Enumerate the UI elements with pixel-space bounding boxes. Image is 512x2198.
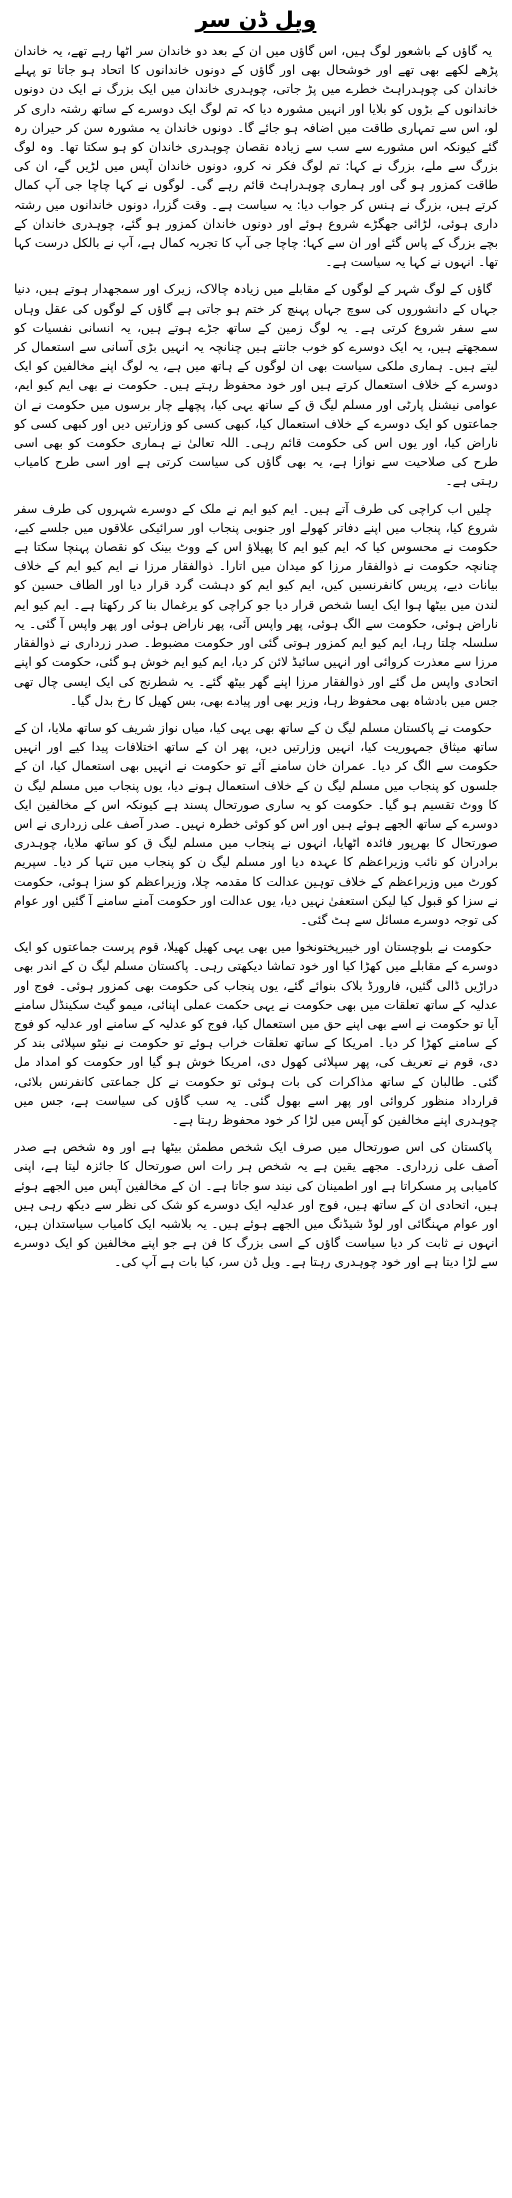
article-paragraph-1: یہ گاؤں کے باشعور لوگ ہیں، اس گاؤں میں ان کے بعد دو خاندان سر اٹھا رہے تھے، یہ خاندان پڑھے لکھے بھی تھے اور خوشحال بھی اور گاؤں کے دونوں خاندانوں کا اتحاد ہو جاتا تو پہلے خاندان کی چوہدراہٹ خطرے میں پڑ جاتی، چوہدری خاندان میں ایک بزرگ نے ایک دن دونوں خاندانوں کے بڑوں کو بلایا اور انہیں مشورہ دیا کہ تم لوگ ایک دوسرے کے ساتھ رشتہ داری کر لو، اس سے تمہاری طاقت میں اضافہ ہو جائے گا۔ دونوں خاندان یہ مشورہ سن کر حیران رہ گئے کیونکہ اس مشورے سے سب سے زیادہ نقصان چوہدری خاندان کو ہو سکتا تھا۔ وہ لوگ بزرگ سے ملے، بزرگ نے کہا: تم لوگ فکر نہ کرو، دونوں خاندان آپس میں لڑیں گے، ان کی طاقت کمزور ہو گی اور ہماری چوہدراہٹ قائم رہے گی۔ لوگوں نے کہا چاچا جی آپ کمال کرتے ہیں، بزرگ نے ہنس کر جواب دیا: یہ سیاست ہے۔ وقت گزرا، دونوں خاندانوں میں رشتہ داری ہوئی، لڑائی جھگڑے شروع ہوئے اور دونوں خاندان کمزور ہو گئے، چوہدری خاندان کے بچے بزرگ کے پاس گئے اور ان سے کہا: چاچا جی آپ کا تجربہ کمال ہے، آپ نے بالکل درست کہا تھا۔ انہوں نے کہا یہ سیاست ہے۔ bbox=[14, 44, 498, 270]
article-paragraph-6: پاکستان کی اس صورتحال میں صرف ایک شخص مطمئن بیٹھا ہے اور وہ شخص ہے صدر آصف علی زرداری۔ مجھے یقین ہے یہ شخص ہر رات اس صورتحال کا جائزہ لیتا ہے، اپنی کامیابی پر مسکراتا ہے اور اطمینان کی نیند سو جاتا ہے۔ ان کے مخالفین آپس میں الجھے ہوئے ہیں، اتحادی ان کے ساتھ ہیں، فوج اور عدلیہ ایک دوسرے کو شک کی نظر سے دیکھ رہی ہیں اور عوام مہنگائی اور لوڈ شیڈنگ میں الجھے ہوئے ہیں۔ یہ بلاشبہ ایک کامیاب سیاستدان ہیں، انہوں نے ثابت کر دیا سیاست گاؤں کے اسی بزرگ کا فن ہے جو اپنے مخالفین کو ایک دوسرے سے لڑا دیتا ہے اور خود چوہدری رہتا ہے۔ ویل ڈن سر، کیا بات ہے آپ کی۔ bbox=[14, 1140, 498, 1270]
article-column bbox=[14, 6, 498, 2192]
article-paragraph-2: گاؤں کے لوگ شہر کے لوگوں کے مقابلے میں زیادہ چالاک، زیرک اور سمجھدار ہوتے ہیں، دنیا جہاں کے دانشوروں کی سوچ جہاں پہنچ کر ختم ہو جاتی ہے گاؤں کے لوگوں کی عقل وہاں سے سفر شروع کرتی ہے۔ یہ لوگ زمین کے ساتھ جڑے ہوتے ہیں، یہ انسانی نفسیات کو سمجھتے ہیں، یہ ایک دوسرے کو خوب جانتے ہیں چنانچہ یہ انہیں بڑی آسانی سے استعمال کر لیتے ہیں۔ ہماری ملکی سیاست بھی ان لوگوں کے ہاتھ میں ہے، یہ لوگ اپنے مخالفین کو ایک دوسرے کے خلاف استعمال کرتے ہیں اور خود محفوظ رہتے ہیں۔ حکومت نے بھی ایم کیو ایم، عوامی نیشنل پارٹی اور مسلم لیگ ق کے ساتھ یہی کیا، پچھلے چار برسوں میں حکومت نے ان جماعتوں کو ایک دوسرے کے خلاف استعمال کیا، کبھی کسی کو وزارتیں دیں اور کبھی کسی کو ناراض کیا، اور یوں اس کی حکومت قائم رہی۔ اللہ تعالیٰ نے ہماری حکومت کو بھی اسی طرح کی صلاحیت سے نوازا ہے، یہ بھی گاؤں کی سیاست کرتی ہے اور اسی طرح کامیاب رہتی ہے۔ bbox=[14, 282, 498, 489]
article-paragraph-5: حکومت نے بلوچستان اور خیبرپختونخوا میں بھی یہی کھیل کھیلا، قوم پرست جماعتوں کو ایک دوسرے کے مقابلے میں کھڑا کیا اور خود تماشا دیکھتی رہی۔ پاکستان مسلم لیگ ن کے اندر بھی دراڑیں ڈالی گئیں، فارورڈ بلاک بنوائے گئے، یوں پنجاب کی حکومت بھی کمزور ہوئی۔ فوج اور عدلیہ کے ساتھ تعلقات میں بھی حکومت نے یہی حکمت عملی اپنائی، میمو گیٹ سکینڈل سامنے آیا تو حکومت نے اسے بھی اپنے حق میں استعمال کیا، فوج کو عدلیہ کے سامنے اور عدلیہ کو فوج کے سامنے کھڑا کر دیا۔ امریکا کے ساتھ تعلقات خراب ہوئے تو حکومت نے نیٹو سپلائی بند کر دی، قوم نے تعریف کی، پھر سپلائی کھول دی، امریکا خوش ہو گیا اور حکومت کو امداد مل گئی۔ طالبان کے ساتھ مذاکرات کی بات ہوئی تو حکومت نے کل جماعتی کانفرنس بلائی، قرارداد منظور کروائی اور پھر اسے بھول گئی۔ یہ سب گاؤں کی سیاست ہے، جس میں چوہدری اپنے مخالفین کو آپس میں لڑا کر خود محفوظ رہتا ہے۔ bbox=[14, 940, 498, 1127]
article-paragraph-3: چلیں اب کراچی کی طرف آتے ہیں۔ ایم کیو ایم نے ملک کے دوسرے شہروں کی طرف سفر شروع کیا، پنجاب میں اپنے دفاتر کھولے اور جنوبی پنجاب اور سرائیکی علاقوں میں جلسے کیے، حکومت نے محسوس کیا کہ ایم کیو ایم کا پھیلاؤ اس کے ووٹ بینک کو نقصان پہنچا سکتا ہے چنانچہ حکومت نے ذوالفقار مرزا کو میدان میں اتارا۔ ذوالفقار مرزا نے ایم کیو ایم کے خلاف بیانات دیے، پریس کانفرنسیں کیں، ایم کیو ایم کو دہشت گرد قرار دیا اور الطاف حسین کو لندن میں بیٹھا ہوا ایک ایسا شخص قرار دیا جو کراچی کو یرغمال بنا کر رکھتا ہے۔ ایم کیو ایم ناراض ہوئی، حکومت سے الگ ہوئی، پھر واپس آئی، پھر ناراض ہوئی اور پھر واپس آ گئی۔ یہ سلسلہ چلتا رہا، ایم کیو ایم کمزور ہوتی گئی اور حکومت مضبوط۔ صدر زرداری نے ذوالفقار مرزا سے معذرت کروائی اور انہیں سائیڈ لائن کر دیا، ایم کیو ایم خوش ہو گئی، حکومت کو اپنے اتحادی واپس مل گئے اور ذوالفقار مرزا اپنے گھر بیٹھ گئے۔ یہ شطرنج کی ایک ایسی چال تھی جس میں بادشاہ بھی محفوظ رہا، وزیر بھی اور پیادے بھی، بس کھیل کا رخ بدل گیا۔ bbox=[14, 501, 498, 708]
article-paragraph-4: حکومت نے پاکستان مسلم لیگ ن کے ساتھ بھی یہی کیا، میاں نواز شریف کو ساتھ ملایا، ان کے ساتھ میثاق جمہوریت کیا، انہیں وزارتیں دیں، پھر ان کے ساتھ اختلافات پیدا کیے اور انہیں حکومت سے الگ کر دیا۔ عمران خان سامنے آئے تو حکومت نے انہیں بھی استعمال کیا، ان کے جلسوں کو پنجاب میں مسلم لیگ ن کے خلاف استعمال ہونے دیا، یوں پنجاب میں مسلم لیگ ن کا ووٹ تقسیم ہو گیا۔ حکومت کو یہ ساری صورتحال پسند ہے کیونکہ اس کے مخالفین ایک دوسرے کے ساتھ الجھے ہوئے ہیں اور اس کو کوئی خطرہ نہیں۔ صدر آصف علی زرداری نے اس صورتحال کا بھرپور فائدہ اٹھایا، انہوں نے پنجاب میں مسلم لیگ ق کو ساتھ ملایا، چوہدری برادران کو نائب وزیراعظم کا عہدہ دیا اور مسلم لیگ ن کو پنجاب میں تنہا کر دیا۔ سپریم کورٹ میں وزیراعظم کے خلاف توہین عدالت کا مقدمہ چلا، وزیراعظم کو سزا ہوئی، حکومت نے سزا کو قبول کیا لیکن استعفیٰ نہیں دیا، یوں عدالت اور حکومت آمنے سامنے آ گئیں اور عوام کی توجہ دوسرے مسائل سے ہٹ گئی۔ bbox=[14, 720, 498, 927]
article-headline: ویل ڈن سر bbox=[195, 8, 317, 33]
